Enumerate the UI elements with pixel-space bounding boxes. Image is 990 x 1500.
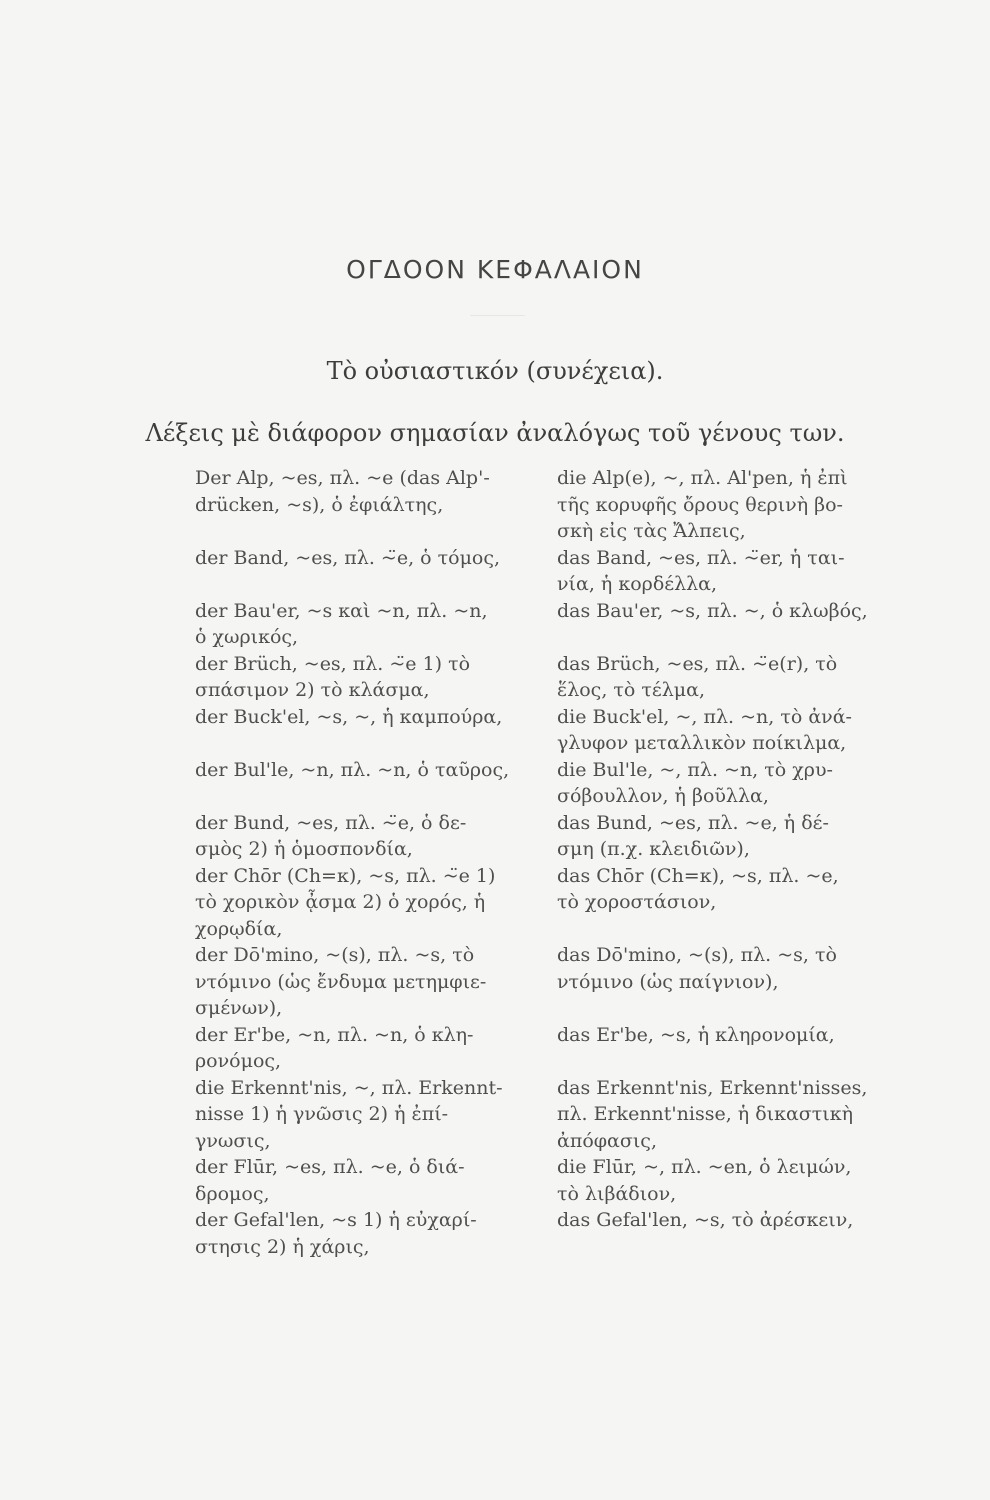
chapter-title: ΟΓΔΟΟΝ ΚΕΦΑΛΑΙΟΝ — [346, 255, 644, 284]
entry-german-masc: Der Alp, ~es, πλ. ~e (das Alp'- drücken, ~s), ὁ ἐφιάλτης, — [195, 467, 490, 516]
entry-german-masc: der Bund, ~es, πλ. ~̈e, ὁ δε- σμὸς 2) ἡ ὁμοσπονδία, — [195, 811, 467, 860]
entry-alternate-gender: das Erkennt'nis, Erkennt'nisses, πλ. Erkennt'nisse, ἡ δικαστικὴ ἀπόφασις, — [557, 1076, 868, 1152]
entry-alternate-gender: das Dō'mino, ~(s), πλ. ~s, τὸ ντόμινο (ὡς παίγνιον), — [557, 944, 837, 993]
entries-table — [195, 465, 925, 1260]
entry-alternate-gender: das Band, ~es, πλ. ~̈er, ἡ ται- νία, ἡ κορδέλλα, — [557, 546, 845, 595]
divider — [470, 315, 525, 316]
entry-german-masc: der Brüch, ~es, πλ. ~̈e 1) τὸ σπάσιμον 2) τὸ κλάσμα, — [195, 652, 471, 701]
entry-german-masc: der Chōr (Ch=κ), ~s, πλ. ~̈e 1) τὸ χορικὸν ᾆσμα 2) ὁ χορός, ἡ χορῳδία, — [195, 864, 496, 940]
entry-row — [195, 942, 925, 1022]
entry-german-masc: der Bul'le, ~n, πλ. ~n, ὁ ταῦρος, — [195, 758, 510, 781]
entry-row — [195, 704, 925, 757]
entry-german-masc: der Dō'mino, ~(s), πλ. ~s, τὸ ντόμινο (ὡς ἔνδυμα μετημφιε- σμένων), — [195, 944, 487, 1019]
entry-german-masc: der Bau'er, ~s καὶ ~n, πλ. ~n, ὁ χωρικός, — [195, 599, 488, 648]
entry-german-masc: der Flūr, ~es, πλ. ~e, ὁ διά- δρομος, — [195, 1156, 465, 1205]
entry-german-masc: der Band, ~es, πλ. ~̈e, ὁ τόμος, — [195, 546, 501, 569]
entry-alternate-gender: das Er'be, ~s, ἡ κληρονομία, — [557, 1023, 835, 1046]
entry-german-masc: der Er'be, ~n, πλ. ~n, ὁ κλη- ρονόμος, — [195, 1023, 474, 1072]
entry-alternate-gender: die Bul'le, ~, πλ. ~n, τὸ χρυ- σόβουλλον, ἡ βοῦλλα, — [557, 758, 833, 807]
entry-row — [195, 757, 925, 810]
entry-alternate-gender: das Chōr (Ch=κ), ~s, πλ. ~e, τὸ χοροστάσιον, — [557, 864, 839, 913]
section-heading: Λέξεις μὲ διάφορον σημασίαν ἀναλόγως τοῦ γένους των. — [145, 419, 845, 447]
entry-german-masc: der Buck'el, ~s, ~, ἡ καμπούρα, — [195, 705, 503, 728]
entry-alternate-gender: die Alp(e), ~, πλ. Al'pen, ἡ ἐπὶ τῆς κορυφῆς ὄρους θερινὴ βο- σκὴ εἰς τὰς Ἄλπεις, — [557, 467, 848, 542]
entry-german-masc: der Gefal'len, ~s 1) ἡ εὐχαρί- στησις 2) ἡ χάρις, — [195, 1209, 477, 1258]
subtitle: Τὸ οὐσιαστικόν (συνέχεια). — [326, 357, 664, 385]
entry-row — [195, 545, 925, 598]
entry-alternate-gender: die Flūr, ~, πλ. ~en, ὁ λειμών, τὸ λιβάδιον, — [557, 1156, 852, 1205]
entry-german-masc: die Erkennt'nis, ~, πλ. Erkennt- nisse 1) ἡ γνῶσις 2) ἡ ἐπί- γνωσις, — [195, 1076, 503, 1152]
entry-alternate-gender: das Brüch, ~es, πλ. ~̈e(r), τὸ ἕλος, τὸ τέλμα, — [557, 652, 838, 701]
entry-row — [195, 1075, 925, 1155]
entry-row — [195, 465, 925, 545]
entry-row — [195, 1154, 925, 1207]
entry-row — [195, 1207, 925, 1260]
entry-row — [195, 863, 925, 943]
entry-row — [195, 651, 925, 704]
entry-alternate-gender: die Buck'el, ~, πλ. ~n, τὸ ἀνά- γλυφον μεταλλικὸν ποίκιλμα, — [557, 705, 852, 754]
entry-row — [195, 598, 925, 651]
entry-row — [195, 1022, 925, 1075]
entry-row — [195, 810, 925, 863]
entry-alternate-gender: das Bund, ~es, πλ. ~e, ἡ δέ- σμη (π.χ. κλειδιῶν), — [557, 811, 829, 860]
entry-alternate-gender: das Bau'er, ~s, πλ. ~, ὁ κλωβός, — [557, 599, 868, 622]
entry-alternate-gender: das Gefal'len, ~s, τὸ ἀρέσκειν, — [557, 1209, 854, 1231]
